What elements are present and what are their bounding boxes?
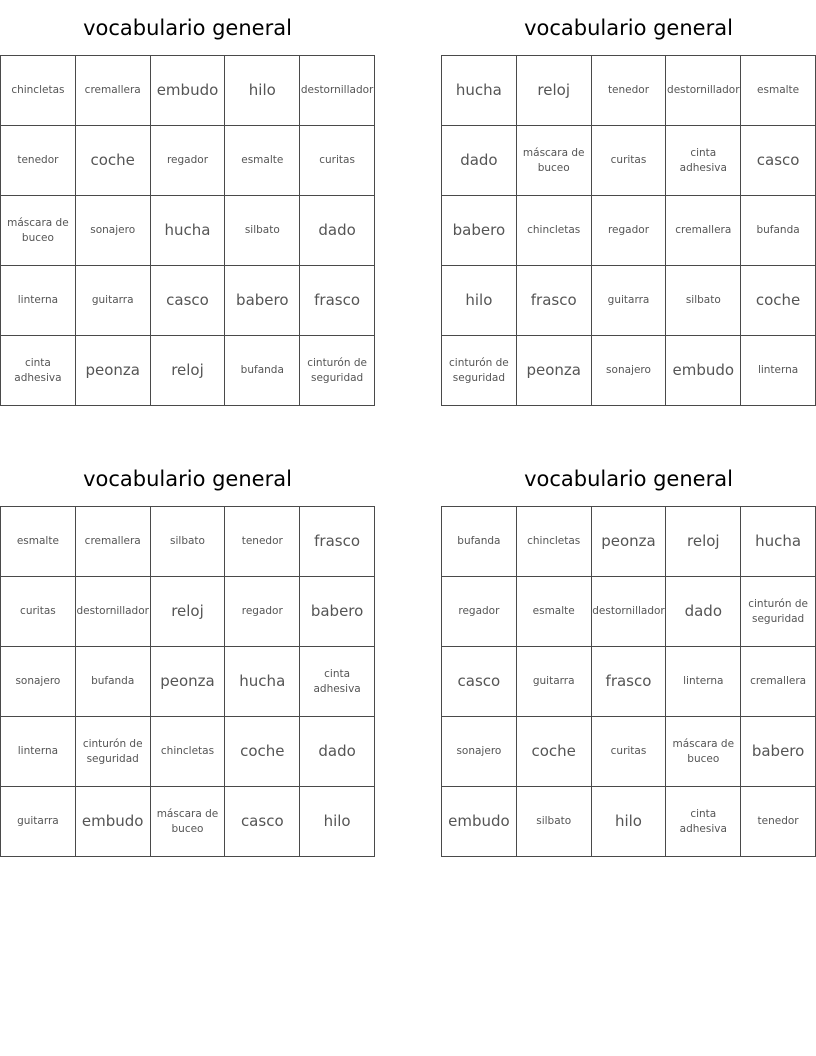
bingo-cell: regador (442, 577, 517, 647)
bingo-cell: bufanda (76, 647, 151, 717)
bingo-cell: cinta adhesiva (300, 647, 375, 717)
bingo-cell: curitas (592, 717, 667, 787)
bingo-cell: embudo (76, 787, 151, 857)
bingo-grid (441, 506, 816, 857)
bingo-cell: peonza (517, 336, 592, 406)
bingo-cell: hilo (300, 787, 375, 857)
bingo-cell: hucha (442, 56, 517, 126)
bingo-cell: hilo (592, 787, 667, 857)
bingo-cell: bufanda (442, 507, 517, 577)
bingo-cell: babero (741, 717, 816, 787)
bingo-cell: babero (442, 196, 517, 266)
bingo-cell: regador (151, 126, 226, 196)
bingo-cell: peonza (76, 336, 151, 406)
bingo-cell: casco (741, 126, 816, 196)
bingo-cell: coche (517, 717, 592, 787)
bingo-cell: chincletas (1, 56, 76, 126)
bingo-grid (0, 55, 375, 406)
bingo-cell: esmalte (517, 577, 592, 647)
bingo-cell: destornillador (666, 56, 741, 126)
bingo-cell: dado (300, 196, 375, 266)
bingo-cell: cinturón de seguridad (741, 577, 816, 647)
bingo-cell: silbato (666, 266, 741, 336)
bingo-cell: máscara de buceo (517, 126, 592, 196)
bingo-cell: dado (666, 577, 741, 647)
card-title: vocabulario general (83, 16, 292, 40)
bingo-cell: tenedor (592, 56, 667, 126)
bingo-cell: cinturón de seguridad (76, 717, 151, 787)
bingo-cell: tenedor (225, 507, 300, 577)
bingo-cell: sonajero (442, 717, 517, 787)
bingo-cell: cremallera (76, 56, 151, 126)
bingo-cell: bufanda (741, 196, 816, 266)
bingo-cell: máscara de buceo (1, 196, 76, 266)
bingo-cell: chincletas (517, 507, 592, 577)
bingo-cell: regador (225, 577, 300, 647)
bingo-cell: coche (225, 717, 300, 787)
bingo-cell: reloj (151, 577, 226, 647)
bingo-cell: cinta adhesiva (1, 336, 76, 406)
bingo-cell: peonza (151, 647, 226, 717)
bingo-cell: destornillador (300, 56, 375, 126)
bingo-cell: embudo (151, 56, 226, 126)
bingo-cell: frasco (300, 266, 375, 336)
bingo-cell: babero (300, 577, 375, 647)
bingo-cell: cinturón de seguridad (300, 336, 375, 406)
bingo-cell: sonajero (76, 196, 151, 266)
bingo-cell: tenedor (1, 126, 76, 196)
bingo-cell: cremallera (741, 647, 816, 717)
bingo-cell: peonza (592, 507, 667, 577)
bingo-cell: máscara de buceo (151, 787, 226, 857)
bingo-cell: frasco (592, 647, 667, 717)
bingo-cell: embudo (666, 336, 741, 406)
bingo-cell: curitas (1, 577, 76, 647)
bingo-cell: cinta adhesiva (666, 126, 741, 196)
bingo-cell: chincletas (151, 717, 226, 787)
bingo-cell: dado (442, 126, 517, 196)
bingo-cell: guitarra (76, 266, 151, 336)
bingo-cell: esmalte (225, 126, 300, 196)
card-title: vocabulario general (83, 467, 292, 491)
card-title: vocabulario general (524, 467, 733, 491)
bingo-cell: regador (592, 196, 667, 266)
bingo-cell: cremallera (76, 507, 151, 577)
bingo-cell: máscara de buceo (666, 717, 741, 787)
bingo-cell: guitarra (1, 787, 76, 857)
bingo-cell: reloj (151, 336, 226, 406)
bingo-cell: casco (442, 647, 517, 717)
bingo-cell: destornillador (76, 577, 151, 647)
bingo-cell: hilo (225, 56, 300, 126)
bingo-cell: embudo (442, 787, 517, 857)
bingo-cell: silbato (151, 507, 226, 577)
bingo-cell: esmalte (741, 56, 816, 126)
bingo-cell: reloj (666, 507, 741, 577)
bingo-cell: hucha (225, 647, 300, 717)
bingo-cell: linterna (1, 717, 76, 787)
bingo-cell: destornillador (592, 577, 667, 647)
bingo-cell: guitarra (592, 266, 667, 336)
bingo-grid (0, 506, 375, 857)
bingo-cell: silbato (225, 196, 300, 266)
bingo-cell: coche (76, 126, 151, 196)
bingo-cell: guitarra (517, 647, 592, 717)
bingo-cell: babero (225, 266, 300, 336)
bingo-cell: bufanda (225, 336, 300, 406)
bingo-cell: frasco (300, 507, 375, 577)
bingo-grid (441, 55, 816, 406)
bingo-cell: tenedor (741, 787, 816, 857)
bingo-cell: silbato (517, 787, 592, 857)
bingo-cell: reloj (517, 56, 592, 126)
bingo-cell: frasco (517, 266, 592, 336)
bingo-cell: cremallera (666, 196, 741, 266)
bingo-cell: casco (225, 787, 300, 857)
bingo-cell: sonajero (592, 336, 667, 406)
bingo-cell: coche (741, 266, 816, 336)
card-title: vocabulario general (524, 16, 733, 40)
bingo-cell: linterna (1, 266, 76, 336)
bingo-cell: hilo (442, 266, 517, 336)
bingo-cell: esmalte (1, 507, 76, 577)
bingo-cell: dado (300, 717, 375, 787)
bingo-cell: hucha (151, 196, 226, 266)
bingo-cell: cinturón de seguridad (442, 336, 517, 406)
bingo-cell: sonajero (1, 647, 76, 717)
bingo-cell: linterna (741, 336, 816, 406)
bingo-cell: hucha (741, 507, 816, 577)
bingo-cell: chincletas (517, 196, 592, 266)
bingo-cell: curitas (300, 126, 375, 196)
bingo-cell: curitas (592, 126, 667, 196)
bingo-cell: casco (151, 266, 226, 336)
bingo-cell: linterna (666, 647, 741, 717)
bingo-cell: cinta adhesiva (666, 787, 741, 857)
